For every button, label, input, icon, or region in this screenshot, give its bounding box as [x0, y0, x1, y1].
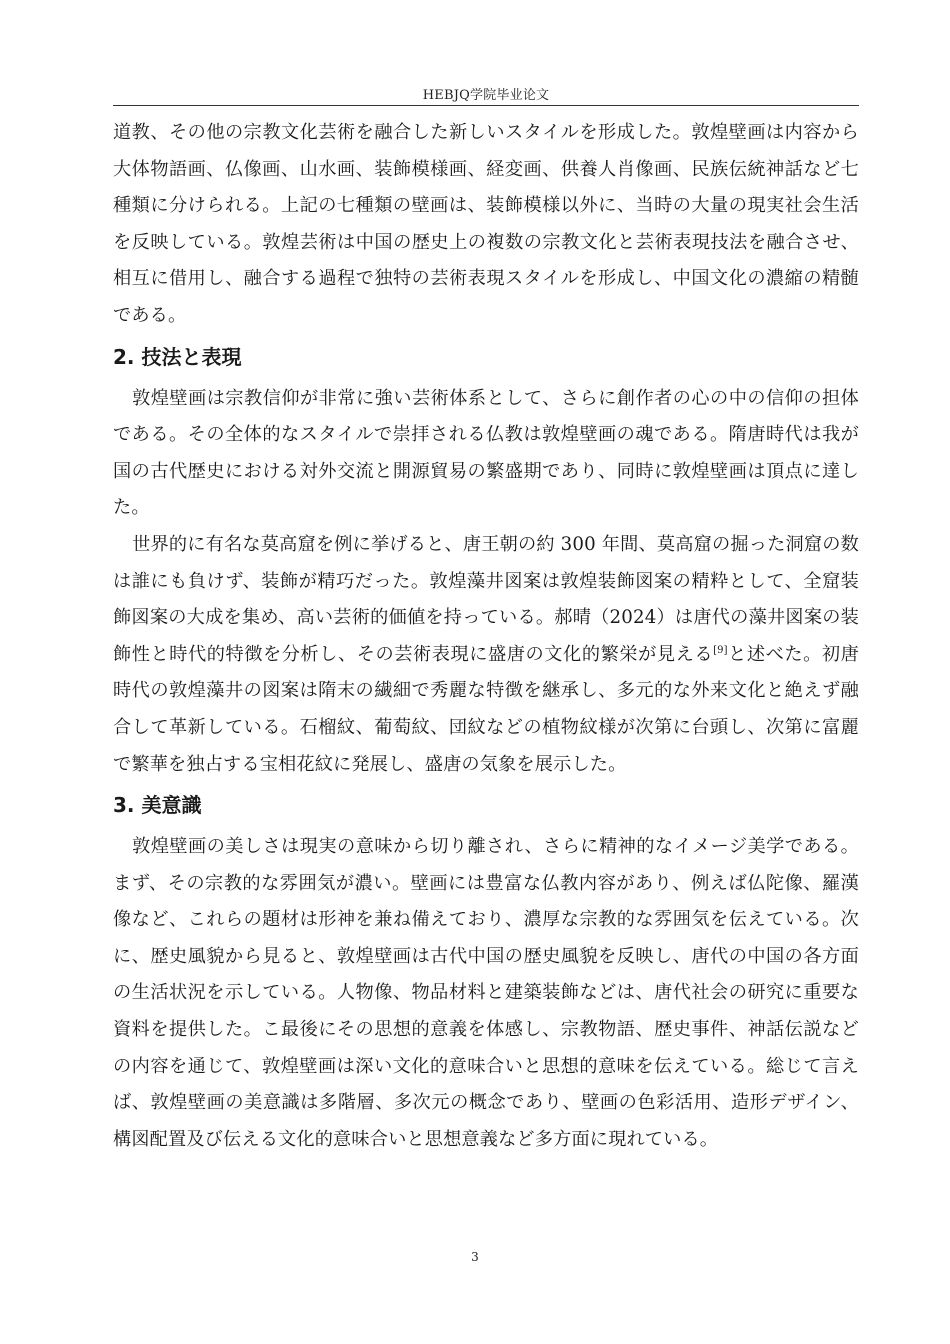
- paragraph-aesthetics-1: 敦煌壁画の美しさは現実の意味から切り離され、さらに精神的なイメージ美学である。まず、その宗教的な雰囲気が濃い。壁画には豊富な仏教内容があり、例えば仏陀像、羅漢像など、これらの題材は形神を兼ね備えており、濃厚な宗教的な雰囲気を伝えている。次に、歴史風貌から見ると、敦煌壁画は古代中国の歴史風貌を反映し、唐代の中国の各方面の生活状況を示している。人物像、物品材料と建築装飾などは、唐代社会の研究に重要な資料を提供した。こ最後にその思想的意義を体感し、宗教物語、歴史事件、神話伝説などの内容を通じて、敦煌壁画は深い文化的意味合いと思想的意味を伝えている。総じて言えば、敦煌壁画の美意識は多階層、多次元の概念であり、壁画の色彩活用、造形デザイン、構図配置及び伝える文化的意味合いと思想意義など多方面に現れている。: [113, 836, 859, 1150]
- section-heading-aesthetics: 3. 美意識: [113, 793, 202, 818]
- paragraph-continued: 道教、その他の宗教文化芸術を融合した新しいスタイルを形成した。敦煌壁画は内容から大体物語画、仏像画、山水画、装飾模様画、経変画、供養人肖像画、民族伝統神話など七種類に分けられる。上記の七種類の壁画は、装飾模様以外に、当時の大量の現実社会生活を反映している。敦煌芸術は中国の歴史上の複数の宗教文化と芸術表現技法を融合させ、相互に借用し、融合する過程で独特の芸術表現スタイルを形成し、中国文化の濃縮の精髄である。: [113, 122, 859, 326]
- page-header: HEBJQ学院毕业论文: [422, 88, 550, 103]
- paragraph-text: 世界的に有名な莫高窟を例に挙げると、唐王朝の約 300 年間、莫高窟の掘った洞窟の数は誰にも負けず、装飾が精巧だった。敦煌藻井図案は敦煌装飾図案の精粋として、全窟装飾図案の大成を集め、高い芸術的価値を持っている。郝晴（2024）は唐代の藻井図案の装飾性と時代的特徴を分析し、その芸術表現に盛唐の文化的繁栄が見える: [113, 533, 859, 665]
- paragraph-techniques-1: 敦煌壁画は宗教信仰が非常に強い芸術体系として、さらに創作者の心の中の信仰の担体である。その全体的なスタイルで崇拝される仏教は敦煌壁画の魂である。隋唐時代は我が国の古代歴史における対外交流と開源貿易の繁盛期であり、同時に敦煌壁画は頂点に達した。: [113, 387, 859, 519]
- header-divider: [113, 105, 859, 106]
- citation-reference: [9]: [713, 644, 728, 656]
- document-body: [113, 115, 859, 1158]
- paragraph-techniques-2: [113, 527, 859, 783]
- page-number: 3: [471, 1250, 479, 1264]
- section-heading-techniques: 2. 技法と表現: [113, 344, 242, 369]
- paragraph-text: と述べた。初唐時代の敦煌藻井の図案は隋末の繊細で秀麗な特徴を継承し、多元的な外来文化と絶えず融合して革新している。石榴紋、葡萄紋、団紋などの植物紋様が次第に台頭し、次第に富麗で繁華を独占する宝相花紋に発展し、盛唐の気象を展示した。: [113, 643, 859, 775]
